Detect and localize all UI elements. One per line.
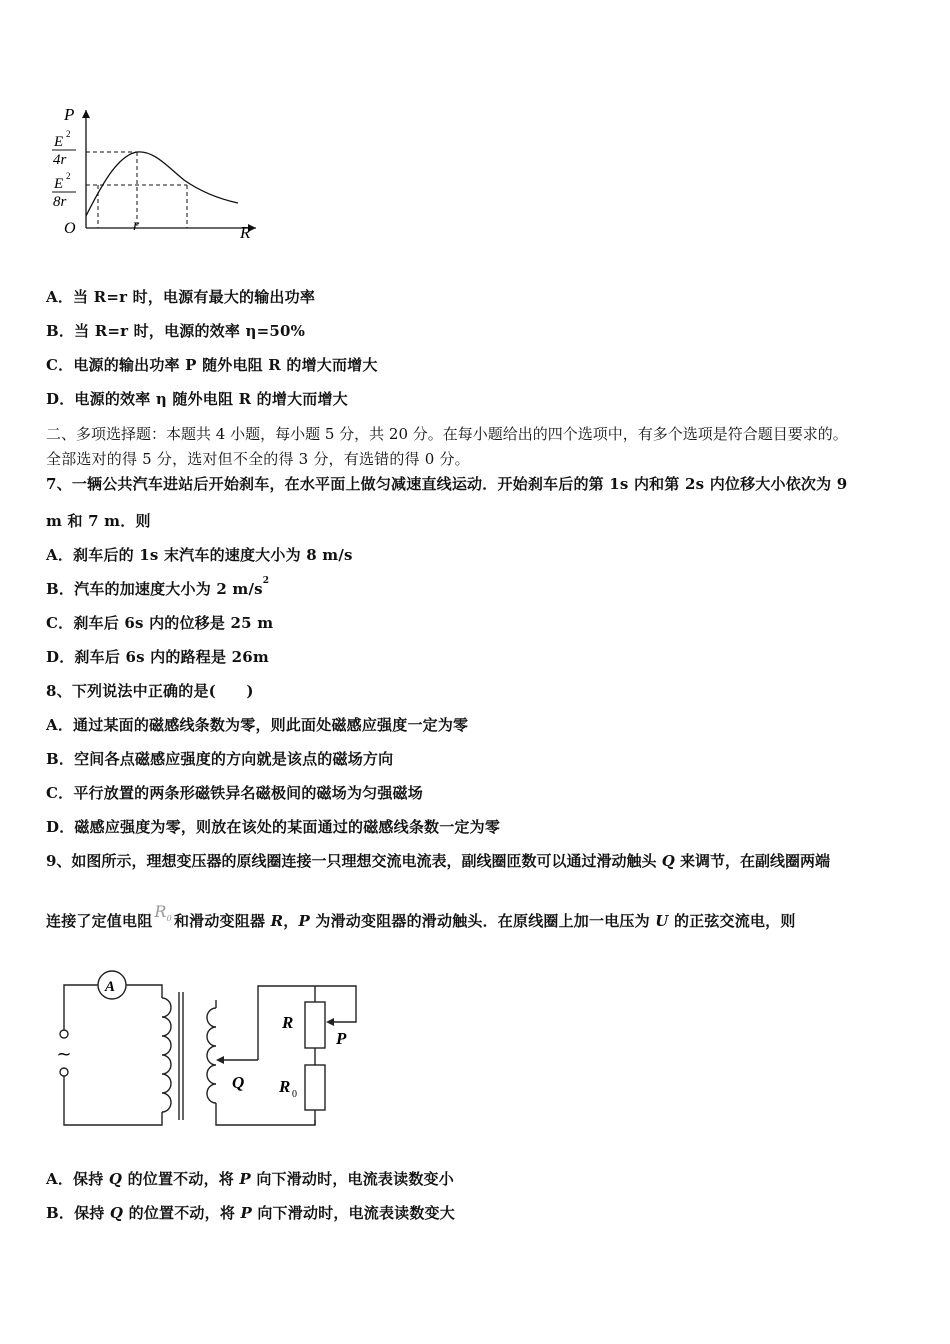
ac-source-symbol: ~ [56,1044,72,1065]
origin-label: O [64,220,76,237]
r0-label-sub: 0 [292,1089,297,1100]
r0-symbol: $R_0$ [154,902,172,924]
q6-option-b[interactable]: B．当 R=r 时，电源的效率 η=50% [46,322,306,340]
secondary-wire-bottom [216,1103,315,1125]
half-8r-label: 8r [53,194,67,210]
q7-option-c[interactable]: C．刹车后 6s 内的位移是 25 m [46,614,274,632]
tick-r-label: r [133,217,140,234]
q9-stem-line2: 连接了定值电阻 $R_0$ 和滑动变阻器 R，P 为滑动变阻器的滑动触头．在原线圈上加一电压为 U 的正弦交流电，则 [46,902,796,930]
resistor-r0 [305,1065,325,1110]
source-terminal-top [60,1030,68,1038]
primary-wire-top-right [126,985,162,998]
q-label: Q [232,1073,245,1092]
primary-coil [162,998,171,1112]
q7-option-b[interactable]: B．汽车的加速度大小为 2 $m/s^2$ [46,576,270,598]
power-resistance-graph [44,100,264,245]
r0-label: R [279,1077,291,1096]
q8-option-b[interactable]: B．空间各点磁感应强度的方向就是该点的磁场方向 [46,750,394,768]
primary-wire-bottom [64,1076,162,1125]
ammeter-label: A [105,979,116,995]
power-curve [86,152,238,216]
axis-r-label: R [240,223,251,242]
half-sq-label: 2 [66,171,71,181]
max-4r-label: 4r [53,152,67,168]
secondary-coil [207,1008,216,1103]
axis-p-label: P [64,105,75,124]
source-terminal-bottom [60,1068,68,1076]
p-wire [315,986,356,1022]
q7-option-a[interactable]: A．刹车后的 1s 末汽车的速度大小为 8 m/s [46,546,353,564]
r-label: R [282,1013,294,1032]
q8-stem: 8、下列说法中正确的是( ) [46,682,254,700]
q9-option-a[interactable]: A．保持 Q 的位置不动，将 P 向下滑动时，电流表读数变小 [46,1170,454,1188]
q-slider-arrow [216,1056,224,1064]
q7-option-d[interactable]: D．刹车后 6s 内的路程是 26m [46,648,269,666]
q8-option-c[interactable]: C．平行放置的两条形磁铁异名磁极间的磁场为匀强磁场 [46,784,423,802]
transformer-circuit-diagram [50,960,370,1135]
max-e2-label: E [54,134,64,150]
p-axis-arrow [82,110,90,118]
section2-heading-line1: 二、多项选择题：本题共 4 小题，每小题 5 分，共 20 分。在每小题给出的四个选项中，有多个选项是符合题目要求的。 [46,425,848,443]
q6-option-d[interactable]: D．电源的效率 η 随外电阻 R 的增大而增大 [46,390,348,408]
section2-heading-line2: 全部选对的得 5 分，选对但不全的得 3 分，有选错的得 0 分。 [46,450,470,468]
q8-option-d[interactable]: D．磁感应强度为零，则放在该处的某面通过的磁感线条数一定为零 [46,818,501,836]
primary-wire-top-left [64,985,98,1030]
q6-option-c[interactable]: C．电源的输出功率 P 随外电阻 R 的增大而增大 [46,356,378,374]
max-sq-label: 2 [66,129,71,139]
q9-option-b[interactable]: B．保持 Q 的位置不动，将 P 向下滑动时，电流表读数变大 [46,1204,455,1222]
p-label: P [336,1029,347,1048]
q9-stem-line1: 9、如图所示，理想变压器的原线圈连接一只理想交流电流表，副线圈匝数可以通过滑动触头 Q 来调节，在副线圈两端 [46,852,831,870]
half-e2-label: E [54,176,64,192]
q6-option-a[interactable]: A．当 R=r 时，电源有最大的输出功率 [46,288,316,306]
q7-stem-line1: 7、一辆公共汽车进站后开始刹车，在水平面上做匀减速直线运动．开始刹车后的第 1s 内和第 2s 内位移大小依次为 9 [46,475,848,493]
q7-stem-line2: m 和 7 m．则 [46,512,151,530]
p-slider-arrow [326,1018,334,1026]
q8-option-a[interactable]: A．通过某面的磁感线条数为零，则此面处磁感应强度一定为零 [46,716,469,734]
rheostat-r [305,1002,325,1048]
